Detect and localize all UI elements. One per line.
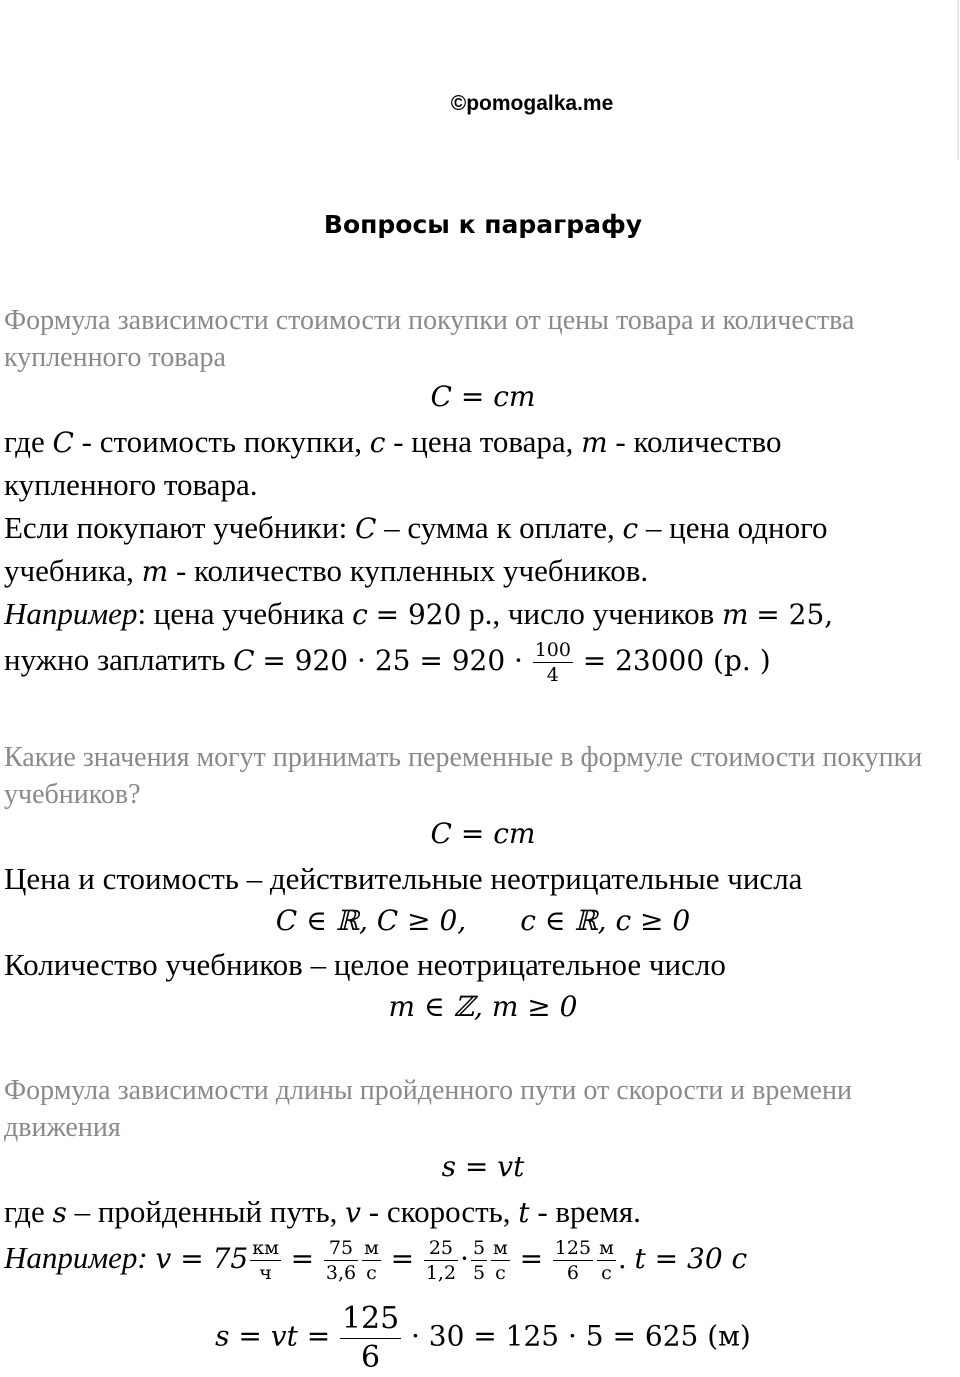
- count-text: Количество учебников – целое неотрицательное число: [4, 947, 726, 982]
- speed-example: Например: v = 75 $\frac{км}{ч}$ = $\frac{75}{3,6}$ $\frac{м}{с}$ = $\frac{25}{1,2}$ · $\frac{5}{5}$ $\frac{м}{с}$ = $\frac{125}{6}$ $\frac{м}{с}$ . t = 30 с: [4, 1237, 748, 1285]
- books-line-2: учебника, m - количество купленных учебников.: [4, 553, 649, 588]
- watermark: ©pomogalka.me: [450, 92, 614, 115]
- page-title: Вопросы к параграфу: [323, 210, 643, 239]
- path-formula: s = vt = $\frac{125}{6}$ · 30 = 125 · 5 = 625 (м): [215, 1301, 751, 1375]
- question-1: Формула зависимости стоимости покупки от цены товара и количества купленного товара: [4, 305, 855, 373]
- price-formula: C ∈ ℝ, C ≥ 0, c ∈ ℝ, c ≥ 0: [275, 904, 691, 937]
- fraction-100-4: $\frac{100}{4}$: [534, 639, 571, 687]
- definition-line-2: купленного товара.: [4, 467, 258, 502]
- example-line-1: Например: цена учебника c = 920 р., число учеников m = 25,: [4, 596, 834, 631]
- fraction-m-s-1: $\frac{м}{с}$: [364, 1237, 379, 1285]
- question-2: Какие значения могут принимать переменные в формуле стоимости покупки учебников?: [4, 742, 923, 810]
- fraction-125-6-large: $\frac{125}{6}$: [341, 1301, 400, 1375]
- fraction-km-h: $\frac{км}{ч}$: [252, 1237, 279, 1285]
- count-formula: m ∈ ℤ, m ≥ 0: [388, 990, 578, 1023]
- page-edge-line: [957, 0, 959, 160]
- example-line-2: нужно заплатить C = 920 · 25 = 920 · $\frac{100}{4}$ = 23000 (р. ): [4, 639, 771, 687]
- formula-1: C = cm: [430, 380, 536, 413]
- question-3: Формула зависимости длины пройденного пути от скорости и времени движения: [4, 1075, 852, 1143]
- fraction-m-s-2: $\frac{м}{с}$: [493, 1237, 508, 1285]
- price-text: Цена и стоимость – действительные неотрицательные числа: [4, 861, 803, 896]
- fraction-75-3-6: $\frac{75}{3,6}$: [325, 1237, 357, 1285]
- books-line-1: Если покупают учебники: C – сумма к оплате, c – цена одного: [4, 510, 828, 545]
- definition-line-1: где C - стоимость покупки, c - цена товара, m - количество: [4, 424, 782, 459]
- fraction-25-1-2: $\frac{25}{1,2}$: [425, 1237, 457, 1285]
- formula-3: s = vt: [441, 1150, 525, 1183]
- formula-2: C = cm: [430, 817, 536, 850]
- fraction-m-s-3: $\frac{м}{с}$: [599, 1237, 614, 1285]
- definition-line-3: где s – пройденный путь, v - скорость, t - время.: [4, 1194, 641, 1229]
- fraction-125-6: $\frac{125}{6}$: [554, 1237, 592, 1285]
- fraction-5-5: $\frac{5}{5}$: [472, 1237, 486, 1285]
